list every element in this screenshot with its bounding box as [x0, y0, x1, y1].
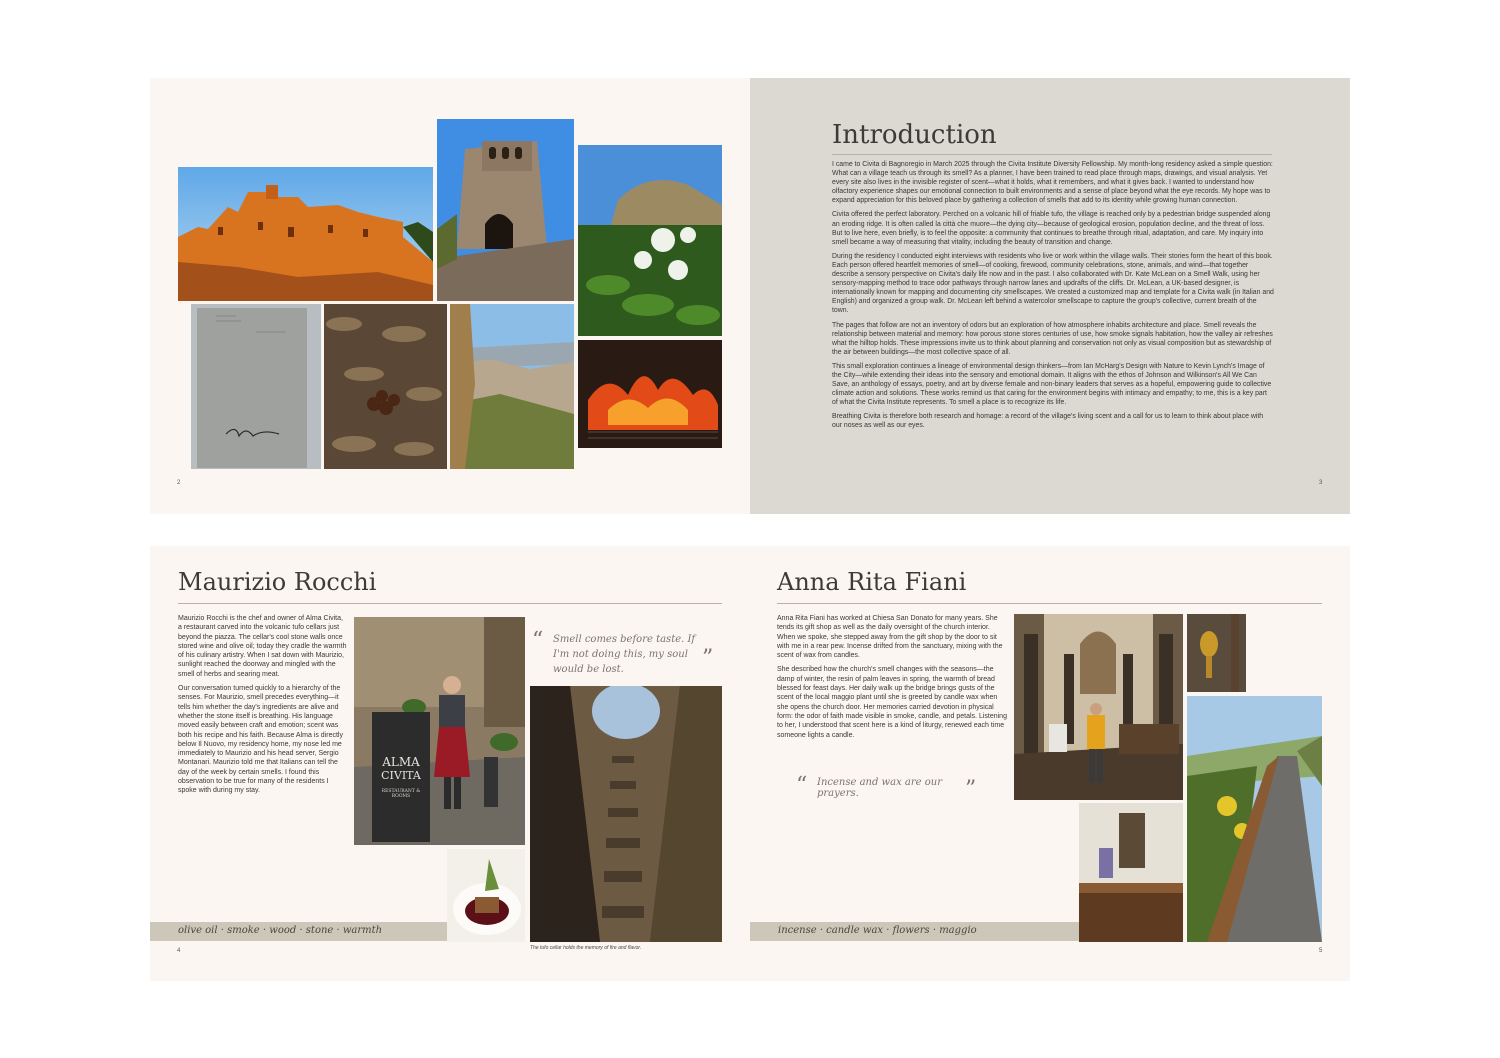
profile-quote: Smell comes before taste. If I'm not doing this, my soul would be lost.: [553, 634, 696, 675]
page-number: 3: [1319, 480, 1323, 486]
page-number: 4: [177, 948, 181, 954]
spread-bottom: [150, 546, 1350, 981]
profile-paragraph: Our conversation turned quickly to a hierarchy of the senses. For Maurizio, smell precedes everything—it tells him whether the day's ingredients are alive and whether the stone itself is breathing. His language moved easily between craft and emotion; scent was both his recipe and his faith. Because Alma is directly below Il Nuovo, my residency home, my nose led me immediately to Maurizio and his head server, Sergio Montanari. Maurizio told me that Italians can tell the day of the week by certain smells. I found this observation to be true for many of the residents I spoke with during my stay.: [178, 685, 343, 795]
photo-reliquary: [1187, 614, 1246, 692]
profile-paragraph: Anna Rita Fiani has worked at Chiesa San Donato for many years. She tends its gift shop as well as the daily oversight of the church interior. When we spoke, she stepped away from the gift shop by the door to sit with me in a rear pew. Incense drifted from the sanctuary, mixing with the scent of wax from candles.: [777, 615, 1003, 660]
close-quote-mark: ”: [965, 777, 977, 802]
photo-fire: [578, 340, 722, 448]
intro-paragraph: This small exploration continues a lineage of environmental design thinkers—from Ian McHarg's Design with Nature to Kevin Lynch's Image of the City—while extending their ideas into the sensory and emotional domain. It aligns with the ethos of Johnson and Wilkinson's All We Can Save, an anthology of essays, poetry, and art by diverse female and non-binary leaders that serves as a hopeful, empowering guide to collective climate action and solutions. These works remind us that caring for the environment begins with intimacy and empathy; to me, this is a key part of what the Civita Institute represents. To smell a place is to recognize its life.: [832, 362, 1272, 407]
intro-paragraph: I came to Civita di Bagnoregio in March 2025 through the Civita Institute Diversity Fellowship. My month-long residency asked a simple question: What can a village teach us through its smell? As a planner, I have been trained to read place through maps, drawings, and visual analysis. Yet every site also lives in the invisible register of scent—what it holds, what it remembers, and what it gives back. I wanted to understand how olfactory experience shapes our emotional connection to built environments and a sense of place beyond what the eye records. My hope was to expand appreciation for this beloved place by gathering a collection of smells that add to its identity while growing human connection.: [832, 161, 1273, 205]
photo-old-book: [191, 304, 321, 469]
intro-paragraph: Breathing Civita is therefore both research and homage: a record of the village's living scent and a call for us to learn to think about place with our noses as well as our eyes.: [832, 413, 1264, 430]
sign-text-2: CIVITA: [381, 769, 421, 782]
page-title: Anna Rita Fiani: [777, 568, 967, 596]
photo-church-interior: [1014, 614, 1183, 800]
intro-paragraph: Civita offered the perfect laboratory. Perched on a volcanic hill of friable tufo, the village is reached only by a pedestrian bridge suspended along an eroding ridge. It is often called la città che muore—the dying city—because of geological erosion, population decline, and the threat of loss. But to live here, even briefly, is to feel the opposite: a community that continues to breathe through ritual, adaptation, and care. My inquiry into smell became a way of measuring that vitality, including the beauty of transition and change.: [832, 211, 1271, 246]
profile-paragraph: Maurizio Rocchi is the chef and owner of Alma Civita, a restaurant carved into the volcanic tufo cellars just beyond the piazza. The cellar's cool stone walls once stored wine and olive oil; today they cradle the warmth of his culinary artistry. When I sat down with Maurizio, sunlight reached the doorway and mingled with the smell of herbs and searing meat.: [178, 615, 347, 678]
intro-paragraph: The pages that follow are not an inventory of odors but an exploration of how atmosphere inhabits architecture and place. Smell reveals the relationship between material and memory: how porous stone stores centuries of use, how smoke signals habitation, how the valley air refreshes what the hilltop holds. These impressions invite us to think about planning and conservation not only as visual composition but as stewardship of the air between buildings—the most collective space of all.: [832, 321, 1273, 356]
keyword-band: [150, 922, 447, 941]
intro-body: [832, 160, 1274, 436]
sign-text-3: RESTAURANT & ROOMS: [381, 789, 421, 799]
page-title: Maurizio Rocchi: [178, 568, 377, 596]
photo-white-flowers: [578, 145, 722, 336]
page-number: 2: [177, 480, 181, 486]
page-title: Introduction: [832, 120, 997, 150]
open-quote-mark: “: [532, 628, 544, 653]
page-number: 5: [1319, 948, 1323, 954]
title-rule: [832, 154, 1272, 155]
photo-chef-alma-civita: [354, 617, 525, 845]
photo-valley: [450, 304, 574, 469]
keyword-text: olive oil · smoke · wood · stone · warmth: [178, 925, 383, 936]
intro-paragraph: During the residency I conducted eight interviews with residents who live or work within the village walls. Their stories form the heart of this book. Each person offered heartfelt memories of smell—of cooking, firewood, community celebrations, stone, animals, and wind—that together describe a sensory perspective on Civita's daily life now and in the past. I also collaborated with Dr. Kate McLean on a Smell Walk, using her sensory-mapping method to trace odor pathways through narrow lanes and updrafts of the cliffs. Dr. McLean, a UK-based designer, is internationally known for mapping and documenting city smellscapes. We created a customized map and template for a Civita walk (in Italian and English) and organized a group walk. Dr. McLean left behind a watercolor smellscape to capture the group's collective, current breath of the town.: [832, 252, 1274, 315]
spread-top: [150, 78, 1350, 514]
profile-body: [777, 614, 1008, 745]
photo-tufo-cellar: [530, 686, 722, 942]
close-quote-mark: ”: [702, 646, 714, 671]
page-4: [150, 546, 750, 981]
profile-quote: Incense and wax are our prayers.: [817, 777, 942, 799]
open-quote-mark: “: [796, 773, 808, 798]
page-5: [750, 546, 1350, 981]
profile-body: [178, 614, 348, 801]
photo-caption: The tufo cellar holds the memory of fire and flavor.: [530, 945, 642, 951]
title-rule: [777, 603, 1322, 604]
keyword-text: incense · candle wax · flowers · maggio: [778, 925, 977, 936]
photo-bridge: [1187, 696, 1322, 942]
page-3: [750, 78, 1350, 514]
profile-paragraph: She described how the church's smell changes with the seasons—the damp of winter, the resin of palm leaves in spring, the warmth of bread blessed for feast days. Her daily walk up the bridge brings gusts of the scent of the local maggio plant until she is greeted by candle wax when she opens the church door. Her memories carried devotion in physical form: the odor of faith made visible in smoke, candle, and petals. Listening to her, I understood that scent here is a kind of liturgy, renewed each time someone lights a candle.: [777, 666, 1007, 739]
page-2: [150, 78, 750, 514]
photo-village-sunset: [178, 167, 433, 301]
photo-plated-dish: [447, 849, 525, 942]
title-rule: [178, 603, 722, 604]
keyword-band: [750, 922, 1079, 941]
photo-altar: [1079, 803, 1183, 942]
sign-text-1: ALMA: [382, 755, 420, 769]
photo-stone-gate: [437, 119, 574, 301]
photo-chestnuts: [324, 304, 447, 469]
